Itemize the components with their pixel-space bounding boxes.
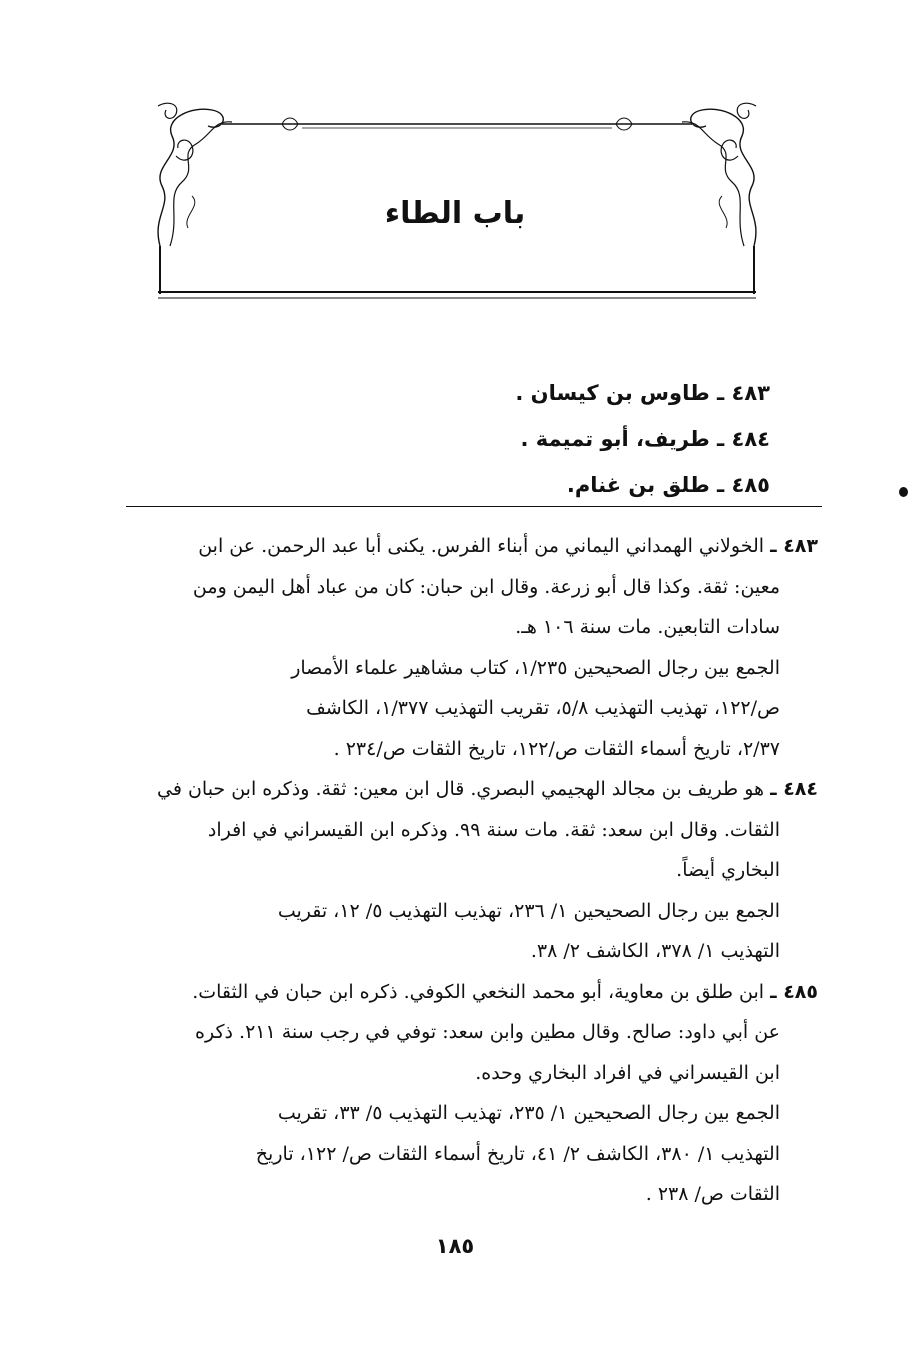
margin-mark [899, 487, 908, 497]
note-text: ابن طلق بن معاوية، أبو محمد النخعي الكوفي. ذكره ابن حبان في الثقات. [192, 980, 765, 1003]
list-item: ٤٨٣ ـ طاوس بن كيسان . [515, 381, 770, 405]
note-text: هو طريف بن مجالد الهجيمي البصري. قال ابن معين: ثقة. وذكره ابن حبان في [157, 778, 765, 800]
list-item: ٤٨٤ ـ طريف، أبو تميمة . [520, 427, 770, 451]
page-number: ١٨٥ [435, 1234, 475, 1258]
note-484-sources-1: الجمع بين رجال الصحيحين ١/ ٢٣٦، تهذيب التهذيب ٥/ ١٢، تقريب [277, 899, 780, 922]
note-485-sources-2: التهذيب ١/ ٣٨٠، الكاشف ٢/ ٤١، تاريخ أسماء الثقات ص/ ١٢٢، تاريخ [255, 1142, 780, 1165]
note-number: ٤٨٣ ـ [770, 535, 818, 557]
note-483-line-3: سادات التابعين. مات سنة ١٠٦ هـ. [515, 616, 780, 638]
note-483-sources-2: ص/١٢٢، تهذيب التهذيب ٥/٨، تقريب التهذيب ١/٣٧٧، الكاشف [306, 697, 780, 719]
note-483-sources-1: الجمع بين رجال الصحيحين ١/٢٣٥، كتاب مشاهير علماء الأمصار [291, 656, 780, 679]
footnote-divider [126, 506, 822, 507]
footnotes [126, 526, 818, 1215]
note-number: ٤٨٥ ـ [770, 980, 818, 1003]
note-484-line-3: البخاري أيضاً. [676, 859, 780, 881]
note-484-line-2: الثقات. وقال ابن سعد: ثقة. مات سنة ٩٩. وذكره ابن القيسراني في افراد [207, 818, 780, 841]
note-number: ٤٨٤ ـ [770, 778, 818, 800]
note-484-line-1 [126, 769, 818, 810]
note-485-sources-3: الثقات ص/ ٢٣٨ . [645, 1183, 780, 1205]
note-483-sources-3: ٢/٣٧، تاريخ أسماء الثقات ص/١٢٢، تاريخ الثقات ص/٢٣٤ . [333, 737, 780, 760]
note-483-line-1 [126, 526, 818, 567]
note-485-sources-1: الجمع بين رجال الصحيحين ١/ ٢٣٥، تهذيب التهذيب ٥/ ٣٣، تقريب [277, 1102, 780, 1124]
entry-list [515, 370, 770, 508]
note-485-line-3: ابن القيسراني في افراد البخاري وحده. [475, 1061, 780, 1084]
note-483-line-2: معين: ثقة. وكذا قال أبو زرعة. وقال ابن حبان: كان من عباد أهل اليمن ومن [192, 575, 780, 598]
note-text: الخولاني الهمداني اليماني من أبناء الفرس. يكنى أبا عبد الرحمن. عن ابن [198, 535, 765, 557]
note-485-line-2: عن أبي داود: صالح. وقال مطين وابن سعد: توفي في رجب سنة ٢١١. ذكره [195, 1021, 780, 1043]
list-item: ٤٨٥ ـ طلق بن غنام. [566, 473, 770, 497]
note-484-sources-2: التهذيب ١/ ٣٧٨، الكاشف ٢/ ٣٨. [530, 940, 780, 962]
note-485-line-1 [126, 972, 818, 1013]
chapter-title: باب الطاء [384, 196, 526, 231]
